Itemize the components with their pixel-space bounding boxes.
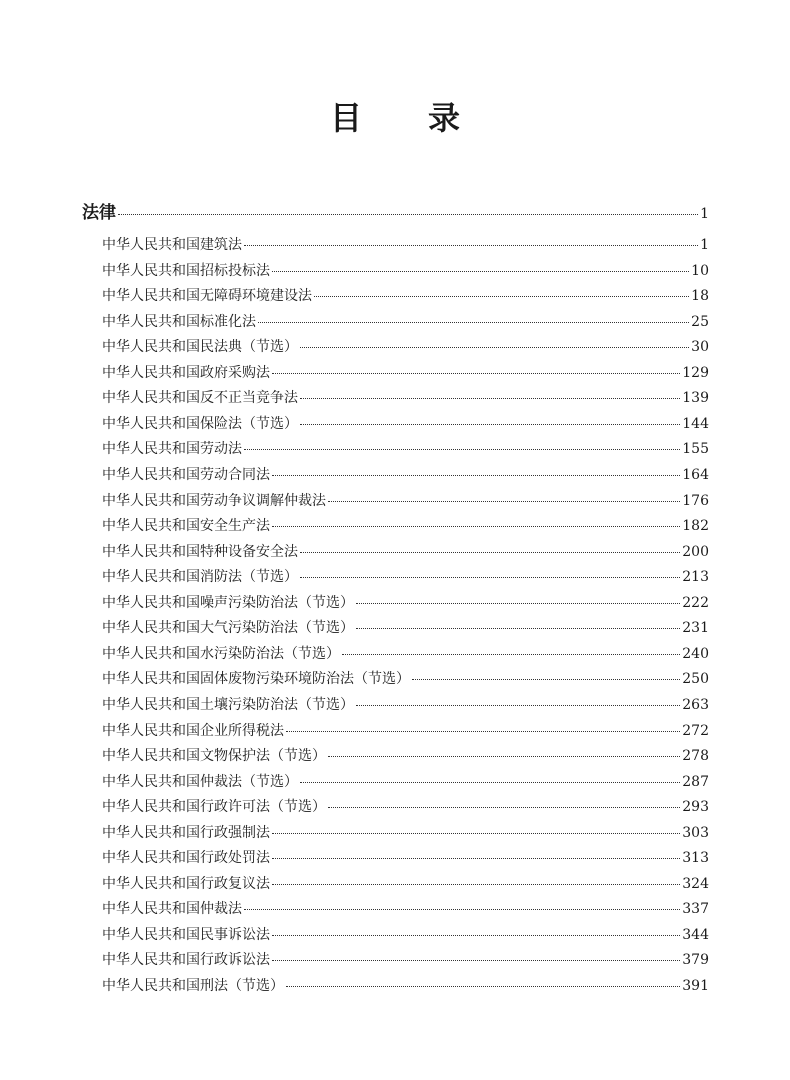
toc-entry-label: 中华人民共和国水污染防治法（节选） xyxy=(102,645,340,662)
toc-entry-label: 中华人民共和国企业所得税法 xyxy=(102,722,284,739)
toc-entry-row[interactable] xyxy=(102,285,709,305)
page-title-char-1: 目 xyxy=(329,99,362,137)
toc-dot-leader xyxy=(244,908,680,910)
toc-entry-row[interactable] xyxy=(102,592,709,612)
toc-entry-row[interactable] xyxy=(102,924,709,944)
toc-entry-row[interactable] xyxy=(102,387,709,407)
toc-entry-label: 中华人民共和国土壤污染防治法（节选） xyxy=(102,696,354,713)
toc-entry-page: 379 xyxy=(682,952,709,969)
toc-dot-leader xyxy=(272,474,680,476)
toc-dot-leader xyxy=(272,525,680,527)
toc-entry-label: 中华人民共和国劳动争议调解仲裁法 xyxy=(102,492,326,509)
toc-dot-leader xyxy=(314,295,689,297)
toc-entry-label: 中华人民共和国行政强制法 xyxy=(102,824,270,841)
toc-dot-leader xyxy=(328,500,680,502)
toc-entry-row[interactable] xyxy=(102,796,709,816)
toc-entry-label: 中华人民共和国消防法（节选） xyxy=(102,569,298,586)
toc-dot-leader xyxy=(272,372,680,374)
toc-dot-leader xyxy=(118,213,698,215)
toc-entry-row[interactable] xyxy=(102,822,709,842)
toc-entry-label: 中华人民共和国劳动法 xyxy=(102,441,242,458)
toc-dot-leader xyxy=(272,857,680,859)
toc-entry-row[interactable] xyxy=(102,362,709,382)
toc-entry-row[interactable] xyxy=(102,490,709,510)
toc-entry-page: 222 xyxy=(682,594,709,611)
toc-dot-leader xyxy=(258,321,689,323)
toc-entry-page: 263 xyxy=(682,696,709,713)
toc-dot-leader xyxy=(300,423,680,425)
toc-entry-row[interactable] xyxy=(102,771,709,791)
toc-entry-label: 中华人民共和国劳动合同法 xyxy=(102,467,270,483)
toc-dot-leader xyxy=(286,985,680,987)
toc-entry-label: 中华人民共和国仲裁法（节选） xyxy=(102,773,298,790)
toc-entry-row[interactable] xyxy=(102,617,709,637)
toc-dot-leader xyxy=(244,448,680,450)
toc-entry-page: 278 xyxy=(682,748,709,764)
toc-dot-leader xyxy=(272,832,680,834)
toc-entry-page: 200 xyxy=(682,543,709,560)
toc-section-page: 1 xyxy=(700,206,709,222)
toc-dot-leader xyxy=(356,627,680,629)
toc-entry-row[interactable] xyxy=(102,898,709,918)
toc-entry-page: 18 xyxy=(691,288,709,305)
toc-entry-label: 中华人民共和国安全生产法 xyxy=(102,518,270,534)
toc-dot-leader xyxy=(300,551,680,553)
toc-entry-row[interactable] xyxy=(102,643,709,663)
toc-entry-label: 中华人民共和国保险法（节选） xyxy=(102,415,298,432)
toc-entry-page: 129 xyxy=(682,364,709,381)
toc-entry-page: 182 xyxy=(682,518,709,534)
toc-entry-page: 344 xyxy=(682,926,709,943)
toc-entry-row[interactable] xyxy=(102,975,709,995)
toc-entry-label: 中华人民共和国行政复议法 xyxy=(102,875,270,892)
toc-entry-page: 231 xyxy=(682,620,709,637)
toc-entry-page: 293 xyxy=(682,799,709,816)
toc-entry-page: 303 xyxy=(682,824,709,841)
toc-entry-row[interactable] xyxy=(102,847,709,867)
toc-entry-page: 139 xyxy=(682,390,709,407)
toc-entry-label: 中华人民共和国标准化法 xyxy=(102,313,256,330)
toc-entry-page: 144 xyxy=(682,415,709,432)
toc-entry-label: 中华人民共和国仲裁法 xyxy=(102,901,242,918)
toc-dot-leader xyxy=(356,704,680,706)
toc-entry-label: 中华人民共和国固体废物污染环境防治法（节选） xyxy=(102,671,410,688)
toc-dot-leader xyxy=(272,270,689,272)
toc-section-row[interactable] xyxy=(82,198,709,223)
toc-entry-page: 10 xyxy=(691,262,709,279)
toc-entry-row[interactable] xyxy=(102,566,709,586)
toc-entry-label: 中华人民共和国特种设备安全法 xyxy=(102,543,298,560)
toc-dot-leader xyxy=(244,244,698,246)
toc-dot-leader xyxy=(272,883,680,885)
toc-entry-row[interactable] xyxy=(102,260,709,280)
toc-entry-page: 30 xyxy=(691,339,709,356)
toc-entry-row[interactable] xyxy=(102,541,709,561)
toc-entry-label: 中华人民共和国政府采购法 xyxy=(102,364,270,381)
toc-entry-row[interactable] xyxy=(102,515,709,535)
toc-entry-page: 324 xyxy=(682,875,709,892)
toc-entry-row[interactable] xyxy=(102,438,709,458)
toc-entry-page: 176 xyxy=(682,492,709,509)
toc-entry-label: 中华人民共和国行政处罚法 xyxy=(102,850,270,867)
toc-entry-page: 25 xyxy=(691,313,709,330)
toc-entry-row[interactable] xyxy=(102,336,709,356)
toc-entry-label: 中华人民共和国文物保护法（节选） xyxy=(102,748,326,764)
toc-dot-leader xyxy=(300,781,680,783)
toc-entry-label: 中华人民共和国噪声污染防治法（节选） xyxy=(102,594,354,611)
toc-entry-page: 391 xyxy=(682,978,709,994)
toc-dot-leader xyxy=(300,576,680,578)
toc-entry-page: 313 xyxy=(682,850,709,867)
toc-dot-leader xyxy=(272,934,680,936)
toc-dot-leader xyxy=(328,806,680,808)
toc-dot-leader xyxy=(328,755,680,757)
toc-dot-leader xyxy=(356,602,680,604)
toc-entry-row[interactable] xyxy=(102,311,709,331)
toc-dot-leader xyxy=(286,730,680,732)
toc-entry-row[interactable] xyxy=(102,949,709,969)
toc-entry-row[interactable] xyxy=(102,873,709,893)
toc-entry-row[interactable] xyxy=(102,668,709,688)
toc-entry-row[interactable] xyxy=(102,413,709,433)
toc-entry-page: 272 xyxy=(682,722,709,739)
toc-entry-row[interactable] xyxy=(102,745,709,765)
toc-entry-label: 中华人民共和国反不正当竞争法 xyxy=(102,390,298,407)
toc-dot-leader xyxy=(412,678,680,680)
toc-entry-row[interactable] xyxy=(102,234,709,254)
toc-entry-page: 1 xyxy=(700,237,709,253)
toc-entry-label: 中华人民共和国无障碍环境建设法 xyxy=(102,288,312,305)
toc-dot-leader xyxy=(300,346,689,348)
toc-entry-page: 155 xyxy=(682,441,709,458)
toc-entry-row[interactable] xyxy=(102,720,709,740)
toc-entry-label: 中华人民共和国行政许可法（节选） xyxy=(102,799,326,816)
toc-entry-label: 中华人民共和国民事诉讼法 xyxy=(102,926,270,943)
toc-section-label: 法律 xyxy=(82,203,116,223)
toc-entry-label: 中华人民共和国刑法（节选） xyxy=(102,978,284,994)
toc-entry-label: 中华人民共和国招标投标法 xyxy=(102,262,270,279)
toc-entry-label: 中华人民共和国民法典（节选） xyxy=(102,339,298,356)
toc-entry-label: 中华人民共和国行政诉讼法 xyxy=(102,952,270,969)
toc-entry-page: 164 xyxy=(682,467,709,483)
toc-entry-page: 337 xyxy=(682,901,709,918)
toc-entry-page: 287 xyxy=(682,773,709,790)
toc-entry-page: 213 xyxy=(682,569,709,586)
toc-dot-leader xyxy=(342,653,680,655)
toc-entry-row[interactable] xyxy=(102,694,709,714)
page-title xyxy=(0,93,790,139)
page-title-char-2: 录 xyxy=(428,99,461,137)
toc-entry-page: 240 xyxy=(682,645,709,662)
toc-dot-leader xyxy=(272,959,680,961)
toc-entry-page: 250 xyxy=(682,671,709,688)
toc-dot-leader xyxy=(300,397,680,399)
toc-entry-row[interactable] xyxy=(102,464,709,484)
toc-entry-label: 中华人民共和国建筑法 xyxy=(102,237,242,253)
toc-entry-label: 中华人民共和国大气污染防治法（节选） xyxy=(102,620,354,637)
